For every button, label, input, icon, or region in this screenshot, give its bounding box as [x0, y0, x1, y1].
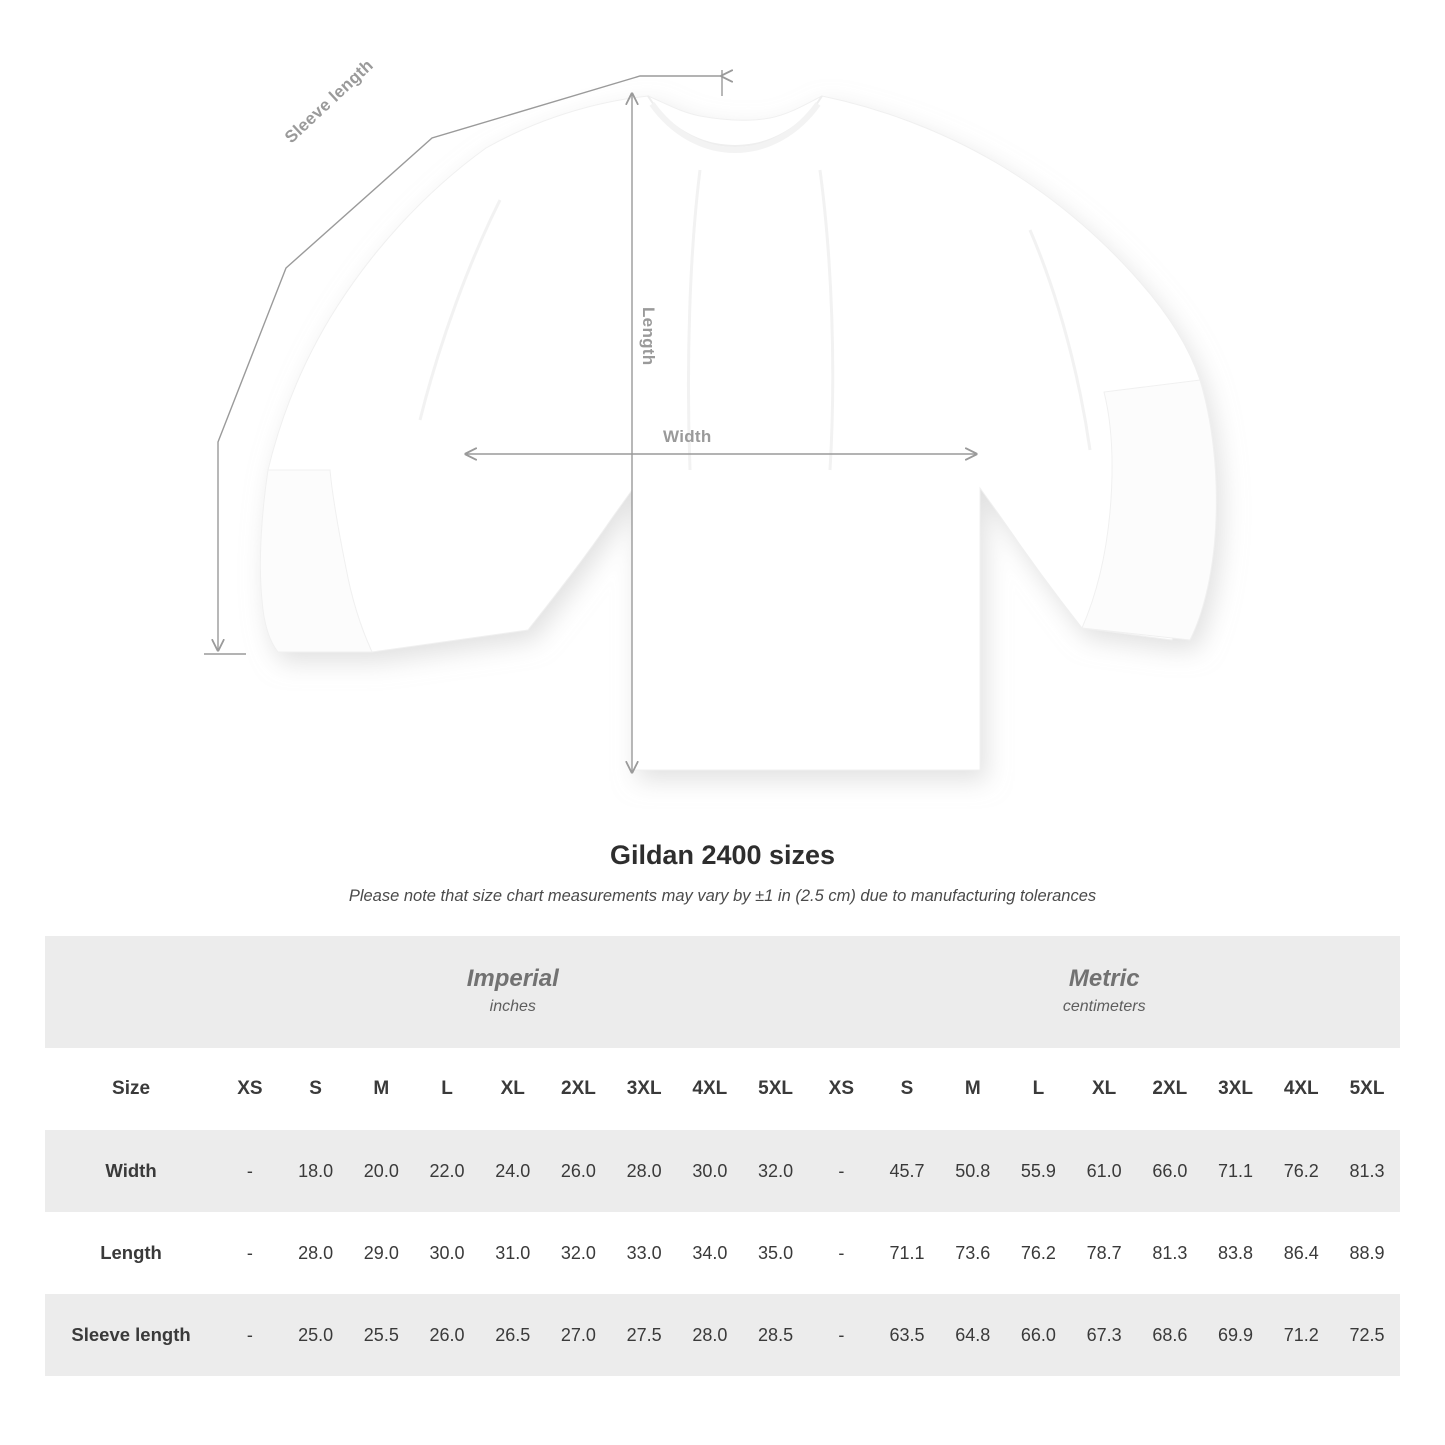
size-header-metric-xs: XS: [808, 1048, 874, 1130]
cell-sleeve-metric-s: 63.5: [874, 1294, 940, 1376]
cell-width-imperial-l: 22.0: [414, 1130, 480, 1212]
size-header-imperial-l: L: [414, 1048, 480, 1130]
unit-header-row: [45, 936, 1400, 1048]
cell-length-metric-xl: 78.7: [1071, 1212, 1137, 1294]
cell-width-metric-xl: 61.0: [1071, 1130, 1137, 1212]
table-row: [45, 1294, 1400, 1376]
cell-sleeve-imperial-l: 26.0: [414, 1294, 480, 1376]
size-header-metric-m: M: [940, 1048, 1006, 1130]
shirt-shape: [260, 96, 1216, 770]
cell-length-imperial-4xl: 34.0: [677, 1212, 743, 1294]
cell-sleeve-imperial-5xl: 28.5: [743, 1294, 809, 1376]
cell-length-metric-xs: -: [808, 1212, 874, 1294]
cell-sleeve-imperial-xl: 26.5: [480, 1294, 546, 1376]
size-header-imperial-s: S: [283, 1048, 349, 1130]
size-header-imperial-xs: XS: [217, 1048, 283, 1130]
cell-width-metric-xs: -: [808, 1130, 874, 1212]
cell-width-metric-m: 50.8: [940, 1130, 1006, 1212]
cell-length-imperial-2xl: 32.0: [546, 1212, 612, 1294]
size-header-imperial-xl: XL: [480, 1048, 546, 1130]
cell-length-metric-m: 73.6: [940, 1212, 1006, 1294]
unit-imperial-sub: inches: [489, 998, 536, 1016]
table-row: [45, 1212, 1400, 1294]
cell-sleeve-imperial-3xl: 27.5: [611, 1294, 677, 1376]
cell-length-metric-3xl: 83.8: [1203, 1212, 1269, 1294]
cell-length-imperial-l: 30.0: [414, 1212, 480, 1294]
size-header-imperial-m: M: [348, 1048, 414, 1130]
unit-header-metric: [808, 936, 1400, 1048]
cell-length-metric-4xl: 86.4: [1268, 1212, 1334, 1294]
size-header-imperial-5xl: 5XL: [743, 1048, 809, 1130]
cell-length-imperial-m: 29.0: [348, 1212, 414, 1294]
unit-metric-name: Metric: [1068, 965, 1140, 993]
page-title: Gildan 2400 sizes: [609, 840, 836, 870]
unit-header-spacer: [45, 936, 217, 1048]
cell-width-imperial-2xl: 26.0: [546, 1130, 612, 1212]
size-chart-table: [45, 936, 1400, 1376]
size-header-imperial-2xl: 2XL: [546, 1048, 612, 1130]
cell-sleeve-imperial-4xl: 28.0: [677, 1294, 743, 1376]
cell-width-imperial-4xl: 30.0: [677, 1130, 743, 1212]
table-row: [45, 1130, 1400, 1212]
size-header-metric-3xl: 3XL: [1203, 1048, 1269, 1130]
size-header-label: Size: [45, 1048, 217, 1130]
size-header-metric-xl: XL: [1071, 1048, 1137, 1130]
cell-sleeve-metric-3xl: 69.9: [1203, 1294, 1269, 1376]
cell-width-metric-5xl: 81.3: [1334, 1130, 1400, 1212]
cell-length-metric-s: 71.1: [874, 1212, 940, 1294]
size-header-imperial-4xl: 4XL: [677, 1048, 743, 1130]
row-label-sleeve-length: Sleeve length: [45, 1294, 217, 1376]
cell-width-metric-l: 55.9: [1006, 1130, 1072, 1212]
row-label-length: Length: [45, 1212, 217, 1294]
cell-sleeve-metric-4xl: 71.2: [1268, 1294, 1334, 1376]
size-header-metric-l: L: [1006, 1048, 1072, 1130]
cell-sleeve-metric-l: 66.0: [1006, 1294, 1072, 1376]
cell-sleeve-imperial-m: 25.5: [348, 1294, 414, 1376]
unit-metric-sub: centimeters: [1062, 998, 1146, 1016]
cell-sleeve-metric-xs: -: [808, 1294, 874, 1376]
cell-width-metric-s: 45.7: [874, 1130, 940, 1212]
unit-imperial-name: Imperial: [466, 965, 559, 993]
cell-sleeve-metric-xl: 67.3: [1071, 1294, 1137, 1376]
size-header-metric-4xl: 4XL: [1268, 1048, 1334, 1130]
cell-length-imperial-s: 28.0: [283, 1212, 349, 1294]
cell-width-imperial-xs: -: [217, 1130, 283, 1212]
cell-length-imperial-3xl: 33.0: [611, 1212, 677, 1294]
unit-header-imperial: [217, 936, 808, 1048]
cell-width-metric-4xl: 76.2: [1268, 1130, 1334, 1212]
cell-sleeve-metric-2xl: 68.6: [1137, 1294, 1203, 1376]
cell-sleeve-imperial-xs: -: [217, 1294, 283, 1376]
cell-width-metric-2xl: 66.0: [1137, 1130, 1203, 1212]
size-header-metric-5xl: 5XL: [1334, 1048, 1400, 1130]
cell-width-imperial-xl: 24.0: [480, 1130, 546, 1212]
cell-width-imperial-3xl: 28.0: [611, 1130, 677, 1212]
cell-length-imperial-xs: -: [217, 1212, 283, 1294]
cell-length-imperial-5xl: 35.0: [743, 1212, 809, 1294]
sleeve-length-dimension-label: Sleeve length: [281, 55, 377, 147]
cell-width-metric-3xl: 71.1: [1203, 1130, 1269, 1212]
cell-width-imperial-s: 18.0: [283, 1130, 349, 1212]
cell-length-imperial-xl: 31.0: [480, 1212, 546, 1294]
cell-sleeve-metric-5xl: 72.5: [1334, 1294, 1400, 1376]
cell-sleeve-imperial-2xl: 27.0: [546, 1294, 612, 1376]
cell-length-metric-5xl: 88.9: [1334, 1212, 1400, 1294]
cell-sleeve-metric-m: 64.8: [940, 1294, 1006, 1376]
title-block: [0, 840, 1445, 906]
size-chart-table-wrapper: [45, 936, 1400, 1376]
cell-sleeve-imperial-s: 25.0: [283, 1294, 349, 1376]
cell-length-metric-2xl: 81.3: [1137, 1212, 1203, 1294]
row-label-width: Width: [45, 1130, 217, 1212]
size-header-imperial-3xl: 3XL: [611, 1048, 677, 1130]
size-header-metric-2xl: 2XL: [1137, 1048, 1203, 1130]
width-dimension-label: Width: [663, 427, 712, 446]
tolerance-note: Please note that size chart measurements may vary by ±1 in (2.5 cm) due to manufacturing tolerances: [348, 887, 1097, 905]
size-header-row: [45, 1048, 1400, 1130]
cell-width-imperial-m: 20.0: [348, 1130, 414, 1212]
length-dimension-label: Length: [639, 307, 658, 366]
size-header-metric-s: S: [874, 1048, 940, 1130]
cell-width-imperial-5xl: 32.0: [743, 1130, 809, 1212]
cell-length-metric-l: 76.2: [1006, 1212, 1072, 1294]
